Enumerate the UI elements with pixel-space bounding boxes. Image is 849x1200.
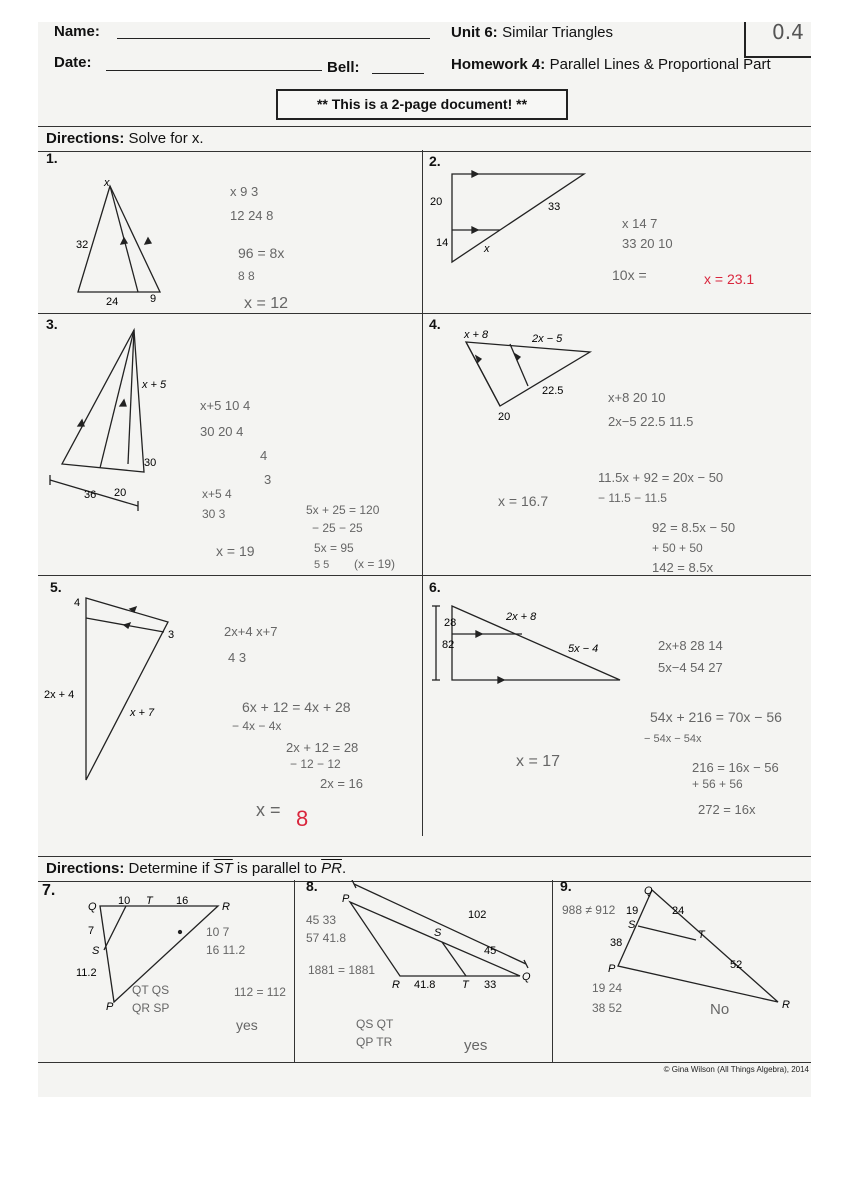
problem-1-number: 1. [46,150,58,166]
problem-2 [422,150,811,313]
p6-work-line: 2x+8 28 14 [658,638,723,653]
p8-work-line: QS QT [356,1017,394,1031]
p9-label-r: R [782,999,790,1011]
p6-work-line: 216 = 16x − 56 [692,760,779,775]
p9-label-19: 19 [626,905,639,917]
p1-work-line: 12 24 8 [230,208,274,223]
p7-label-7: 7 [88,925,95,937]
problem-3-figure [50,330,144,511]
problem-1-figure [78,186,160,292]
grid-divider-bottom [38,1062,811,1063]
p1-work-line: x = 12 [244,295,289,312]
problem-6-number: 6. [429,579,441,595]
p8-label-p: P [342,893,350,905]
problem-9-number: 9. [560,878,572,894]
problem-4-number: 4. [429,316,441,332]
homework-title: Homework 4: Parallel Lines & Proportional Part [451,56,771,73]
p7-work-line: 16 11.2 [206,943,246,957]
p4-label-22-5: 22.5 [542,385,564,397]
bell-label: Bell: [327,59,360,76]
p6-work-line: x = 17 [516,753,561,770]
p2-label-20: 20 [430,196,443,208]
p7-work-line: 10 7 [206,925,230,939]
p2-answer: x = 23.1 [704,271,755,287]
p1-label-x: x [104,177,110,189]
p9-label-24: 24 [672,905,685,917]
problem-2-number: 2. [429,153,441,169]
p2-label-14: 14 [436,237,449,249]
p9-label-p: P [608,963,616,975]
p8-work-line: 1881 = 1881 [308,963,376,977]
name-label: Name: [54,23,100,40]
problem-4 [422,314,811,575]
p5-work-line: − 12 − 12 [290,757,341,771]
p7-label-r: R [222,901,230,913]
p3-label-36: 36 [84,489,97,501]
p3-work-line: 3 [264,472,272,487]
p2-label-x: x [484,243,490,255]
p5-label-2x4: 2x + 4 [44,689,75,701]
problem-5-number: 5. [50,579,62,595]
p1-label-24: 24 [106,296,119,308]
p8-label-45: 45 [484,945,497,957]
p3-work-line: 5 5 [314,559,330,571]
p9-work-line: 38 52 [592,1001,623,1015]
p4-label-2x5: 2x − 5 [532,333,563,345]
p7-work-line: yes [236,1017,258,1033]
p8-label-r: R [392,979,400,991]
problem-3 [38,314,422,575]
p8-label-102: 102 [468,909,487,921]
p7-label-q: Q [88,901,97,913]
p2-work-line: 33 20 10 [622,236,673,251]
p8-label-41-8: 41.8 [414,979,436,991]
p7-label-11-2: 11.2 [76,967,97,979]
p2-work-line: x 14 7 [622,216,658,231]
p5-work-line: 2x+4 x+7 [224,624,278,639]
p1-label-9: 9 [150,293,157,305]
p7-label-s: S [92,945,100,957]
date-label: Date: [54,54,92,71]
p8-label-33: 33 [484,979,497,991]
p2-label-33: 33 [548,201,561,213]
problem-5-figure [86,598,168,780]
p7-work-line: 112 = 112 [234,985,286,999]
p7-work-line: QT QS [132,983,170,997]
name-line [117,38,430,39]
directions-parallel: Directions: Determine if $\overline{ST}$ is parallel to $\overline{PR}$. [38,856,811,882]
p5-label-3: 3 [168,629,175,641]
p3-work-line: x+5 4 [202,487,232,501]
p5-work-line: 6x + 12 = 4x + 28 [242,699,351,715]
p6-work-line: + 56 + 56 [692,777,743,791]
p5-label-x7: x + 7 [130,707,155,719]
date-line [106,70,322,71]
p3-label-30: 30 [144,457,157,469]
p7-label-16: 16 [176,895,189,907]
p7-label-t: T [146,895,153,907]
p9-label-t: T [698,929,705,941]
p6-work-line: − 54x − 54x [644,733,702,745]
p1-label-32: 32 [76,239,89,251]
p3-work-line: 5x + 25 = 120 [306,503,380,517]
p9-label-52: 52 [730,959,743,971]
problem-9 [552,880,811,1062]
p4-work-line: x = 16.7 [498,493,549,509]
problem-7 [38,880,294,1062]
p7-work-line: QR SP [132,1001,170,1015]
problem-3-number: 3. [46,316,58,332]
bell-line [372,73,424,74]
p8-work-line: QP TR [356,1035,393,1049]
p3-work-line: x = 19 [216,543,255,559]
p7-label-10: 10 [118,895,131,907]
p9-label-s: S [628,919,636,931]
p5-work-line: 4 3 [228,650,247,665]
unit-title: Unit 6: Similar Triangles [451,24,613,41]
p3-work-line: 30 3 [202,507,226,521]
p9-work-line: No [710,1001,730,1018]
p8-work-line: 57 41.8 [306,931,347,945]
p3-work-line: (x = 19) [354,557,396,571]
p3-work-line: x+5 10 4 [200,398,251,413]
worksheet-page [38,22,811,1097]
p3-label-x5: x + 5 [142,379,167,391]
p6-label-2x8: 2x + 8 [506,611,537,623]
p7-label-p: P [106,1001,114,1013]
p9-label-38: 38 [610,937,623,949]
p5-work-line: 2x = 16 [320,776,364,791]
problem-4-figure [466,342,590,406]
problem-9-figure [618,890,778,1002]
p4-label-x8: x + 8 [464,329,489,341]
problem-7-number: 7. [42,882,56,899]
p5-work-line: − 4x − 4x [232,719,282,733]
p4-work-line: 142 = 8.5x [652,560,714,575]
p3-work-line: − 25 − 25 [312,521,363,535]
p9-label-q: Q [644,885,653,897]
p5-label-4: 4 [74,597,81,609]
p4-work-line: 11.5x + 92 = 20x − 50 [598,470,724,485]
p3-work-line: 4 [260,448,268,463]
p2-work-line: 10x = [612,267,647,283]
p9-work-line: 988 ≠ 912 [562,903,616,917]
p8-label-s: S [434,927,442,939]
p8-label-t: T [462,979,469,991]
p6-work-line: 5x−4 54 27 [658,660,723,675]
p4-label-20: 20 [498,411,511,423]
p4-work-line: + 50 + 50 [652,541,703,555]
p6-work-line: 272 = 16x [698,802,756,817]
p8-work-line: yes [464,1037,488,1054]
problem-5 [38,576,422,836]
p4-work-line: x+8 20 10 [608,390,666,405]
problem-8-number: 8. [306,878,318,894]
p3-work-line: 5x = 95 [314,541,354,555]
problem-2-figure [452,171,584,262]
problem-1 [38,150,422,313]
p5-work-line: 2x + 12 = 28 [286,740,359,755]
p6-label-82: 82 [442,639,455,651]
problem-8 [294,880,552,1062]
p3-label-20: 20 [114,487,127,499]
two-page-banner: ** This is a 2-page document! ** [276,89,568,120]
p1-work-line: 96 = 8x [238,245,285,261]
problem-6 [422,576,811,836]
p3-work-line: 30 20 4 [200,424,244,439]
p4-work-line: 92 = 8.5x − 50 [652,520,736,535]
copyright-notice: © Gina Wilson (All Things Algebra), 2014 [663,1065,809,1074]
p1-work-line: 8 8 [238,269,255,283]
p9-work-line: 19 24 [592,981,623,995]
p4-work-line: − 11.5 − 11.5 [598,491,667,505]
p6-label-28: 28 [444,617,457,629]
p5-work-line: x = [256,800,281,820]
p8-work-line: 45 33 [306,913,337,927]
directions-solve: Directions: Solve for x. [38,126,811,152]
p6-work-line: 54x + 216 = 70x − 56 [650,709,782,725]
p1-work-line: x 9 3 [230,184,259,199]
p8-label-q: Q [522,971,531,983]
score-mark: 0.4 [772,22,804,44]
p5-answer: 8 [296,806,309,831]
p4-work-line: 2x−5 22.5 11.5 [608,414,694,429]
p6-label-5x4: 5x − 4 [568,643,599,655]
